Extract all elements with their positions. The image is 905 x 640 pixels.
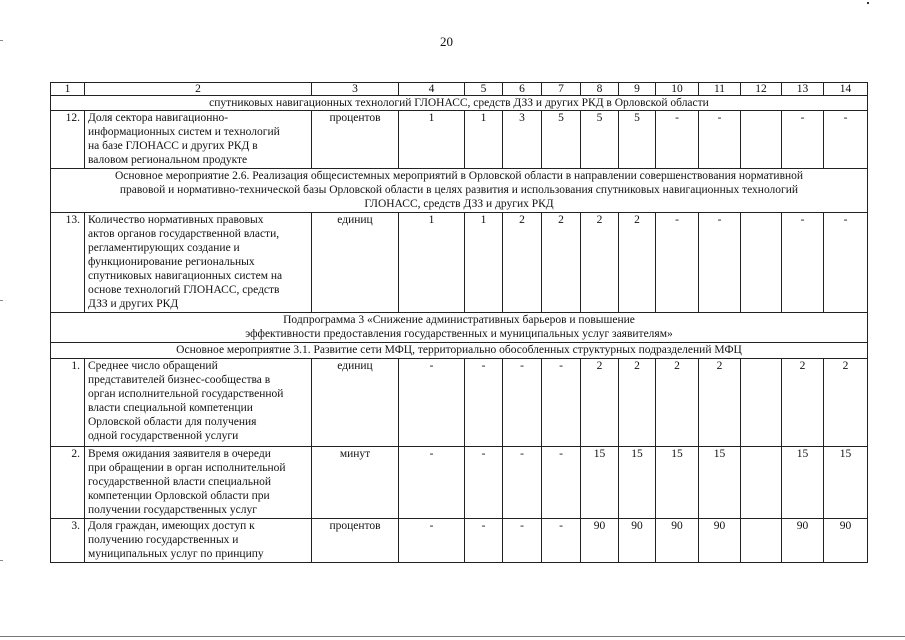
header-row <box>51 83 868 96</box>
indicator-name-line: орган исполнительной государственной <box>88 388 284 400</box>
value-cell: - <box>656 111 699 169</box>
indicator-name <box>85 111 312 169</box>
value-cell: - <box>503 519 542 563</box>
value-cell: - <box>824 111 868 169</box>
column-header: 9 <box>619 83 656 96</box>
value-cell: - <box>503 447 542 519</box>
indicator-name-line: при обращении в орган исполнительной <box>88 462 286 474</box>
value-cell: 2 <box>503 213 542 313</box>
value-cell: 2 <box>699 359 741 447</box>
value-cell: - <box>699 111 741 169</box>
value-cell: 1 <box>399 111 465 169</box>
value-cell: 2 <box>824 359 868 447</box>
column-header: 4 <box>399 83 465 96</box>
column-header: 10 <box>656 83 699 96</box>
value-cell <box>741 519 782 563</box>
value-cell: 2 <box>619 213 656 313</box>
value-cell: - <box>465 447 503 519</box>
margin-mark <box>0 300 3 301</box>
indicator-name <box>85 519 312 563</box>
indicator-name-line: Орловской области для получения <box>88 416 257 428</box>
section-row <box>51 169 868 213</box>
value-cell <box>741 213 782 313</box>
unit-cell: процентов <box>312 111 399 169</box>
page-bottom-rule <box>0 636 905 637</box>
value-cell: - <box>824 213 868 313</box>
section-title-line: ГЛОНАСС, средств ДЗЗ и других РКД <box>364 198 554 210</box>
value-cell: - <box>782 111 824 169</box>
corner-dot <box>867 2 869 4</box>
value-cell <box>741 111 782 169</box>
value-cell: 5 <box>581 111 619 169</box>
value-cell: 2 <box>542 213 581 313</box>
unit-cell: минут <box>312 447 399 519</box>
table-row <box>51 213 868 313</box>
indicator-name-line: государственной власти специальной <box>88 476 272 488</box>
indicator-name-line: получению государственных и <box>88 534 239 546</box>
indicator-name-line: функционирование региональных <box>88 256 255 268</box>
value-cell: 1 <box>465 213 503 313</box>
value-cell: - <box>542 359 581 447</box>
value-cell: 2 <box>656 359 699 447</box>
column-header: 6 <box>503 83 542 96</box>
indicator-name-line: Время ожидания заявителя в очереди <box>88 448 271 460</box>
value-cell: 90 <box>824 519 868 563</box>
section-title-line: Подпрограмма 3 «Снижение административных барьеров и повышение <box>283 314 635 326</box>
value-cell <box>741 359 782 447</box>
indicator-name-line: основе технологий ГЛОНАСС, средств <box>88 284 280 296</box>
value-cell: - <box>542 519 581 563</box>
table-row <box>51 519 868 563</box>
row-number: 2. <box>51 447 85 519</box>
value-cell: 3 <box>503 111 542 169</box>
value-cell: 15 <box>656 447 699 519</box>
value-cell: 90 <box>656 519 699 563</box>
value-cell: 90 <box>699 519 741 563</box>
section-row <box>51 96 868 111</box>
value-cell: 2 <box>782 359 824 447</box>
indicator-name-line: на базе ГЛОНАСС и других РКД в <box>88 140 258 152</box>
value-cell: 90 <box>782 519 824 563</box>
value-cell: 15 <box>581 447 619 519</box>
column-header: 14 <box>824 83 868 96</box>
indicator-name-line: одной государственной услуги <box>88 430 239 442</box>
indicator-name-line: актов органов государственной власти, <box>88 228 280 240</box>
indicator-name-line: Количество нормативных правовых <box>88 214 264 226</box>
table-row <box>51 111 868 169</box>
value-cell: 5 <box>542 111 581 169</box>
indicator-name-line: ДЗЗ и других РКД <box>88 298 179 310</box>
section-title-line: правовой и нормативно-технической базы Орловской области в целях развития и использования спутниковых навигационных технологий <box>119 184 799 196</box>
row-number: 13. <box>51 213 85 313</box>
section-row <box>51 343 868 359</box>
value-cell: 90 <box>619 519 656 563</box>
table-row <box>51 447 868 519</box>
value-cell: - <box>503 359 542 447</box>
section-title-line: Основное мероприятие 3.1. Развитие сети МФЦ, территориально обособленных структурных подразделений МФЦ <box>176 344 742 356</box>
column-header: 11 <box>699 83 741 96</box>
value-cell: 15 <box>782 447 824 519</box>
value-cell: - <box>399 447 465 519</box>
column-header: 2 <box>85 83 312 96</box>
value-cell: 2 <box>581 359 619 447</box>
page-number: 20 <box>440 34 453 49</box>
column-header: 7 <box>542 83 581 96</box>
value-cell: 2 <box>619 359 656 447</box>
indicator-name-line: спутниковых навигационных систем на <box>88 270 283 282</box>
column-header: 8 <box>581 83 619 96</box>
value-cell: 15 <box>619 447 656 519</box>
value-cell: 1 <box>465 111 503 169</box>
section-title-line: спутниковых навигационных технологий ГЛОНАСС, средств ДЗЗ и других РКД в Орловской области <box>209 97 709 109</box>
column-header: 3 <box>312 83 399 96</box>
value-cell: 90 <box>581 519 619 563</box>
indicator-name-line: Доля граждан, имеющих доступ к <box>88 520 255 532</box>
column-header: 13 <box>782 83 824 96</box>
indicator-name-line: муниципальных услуг по принципу <box>88 548 264 560</box>
margin-mark <box>0 560 3 561</box>
unit-cell: процентов <box>312 519 399 563</box>
row-number: 1. <box>51 359 85 447</box>
row-number: 12. <box>51 111 85 169</box>
value-cell: 5 <box>619 111 656 169</box>
section-title <box>51 96 868 111</box>
value-cell: - <box>542 447 581 519</box>
value-cell: - <box>399 519 465 563</box>
row-number: 3. <box>51 519 85 563</box>
section-row <box>51 313 868 343</box>
value-cell: - <box>656 213 699 313</box>
indicator-name-line: получении государственных услуг <box>88 504 257 516</box>
indicator-name <box>85 213 312 313</box>
indicator-name <box>85 447 312 519</box>
section-title <box>51 343 868 359</box>
value-cell: 1 <box>399 213 465 313</box>
value-cell: 2 <box>581 213 619 313</box>
indicator-name-line: компетенции Орловской области при <box>88 490 270 502</box>
value-cell: - <box>465 519 503 563</box>
value-cell: 15 <box>699 447 741 519</box>
column-header: 5 <box>465 83 503 96</box>
section-title <box>51 313 868 343</box>
indicator-name-line: Среднее число обращений <box>88 360 218 372</box>
value-cell: - <box>399 359 465 447</box>
indicator-name-line: регламентирующих создание и <box>88 242 240 254</box>
margin-mark <box>0 40 3 41</box>
section-title-line: эффективности предоставления государственных и муниципальных услуг заявителям» <box>245 328 673 340</box>
column-header: 1 <box>51 83 85 96</box>
indicator-name-line: власти специальной компетенции <box>88 402 253 414</box>
unit-cell: единиц <box>312 359 399 447</box>
column-header: 12 <box>741 83 782 96</box>
table-row <box>51 359 868 447</box>
indicator-name-line: валовом региональном продукте <box>88 154 248 166</box>
indicator-name-line: Доля сектора навигационно- <box>88 112 229 124</box>
value-cell <box>741 447 782 519</box>
indicator-name <box>85 359 312 447</box>
value-cell: - <box>782 213 824 313</box>
value-cell: 15 <box>824 447 868 519</box>
indicator-name-line: информационных систем и технологий <box>88 126 280 138</box>
value-cell: - <box>465 359 503 447</box>
indicator-table <box>50 82 868 563</box>
unit-cell: единиц <box>312 213 399 313</box>
section-title-line: Основное мероприятие 2.6. Реализация общесистемных мероприятий в Орловской области в направлении совершенствования нормативной <box>114 170 804 182</box>
section-title <box>51 169 868 213</box>
indicator-name-line: представителей бизнес-сообщества в <box>88 374 271 386</box>
value-cell: - <box>699 213 741 313</box>
